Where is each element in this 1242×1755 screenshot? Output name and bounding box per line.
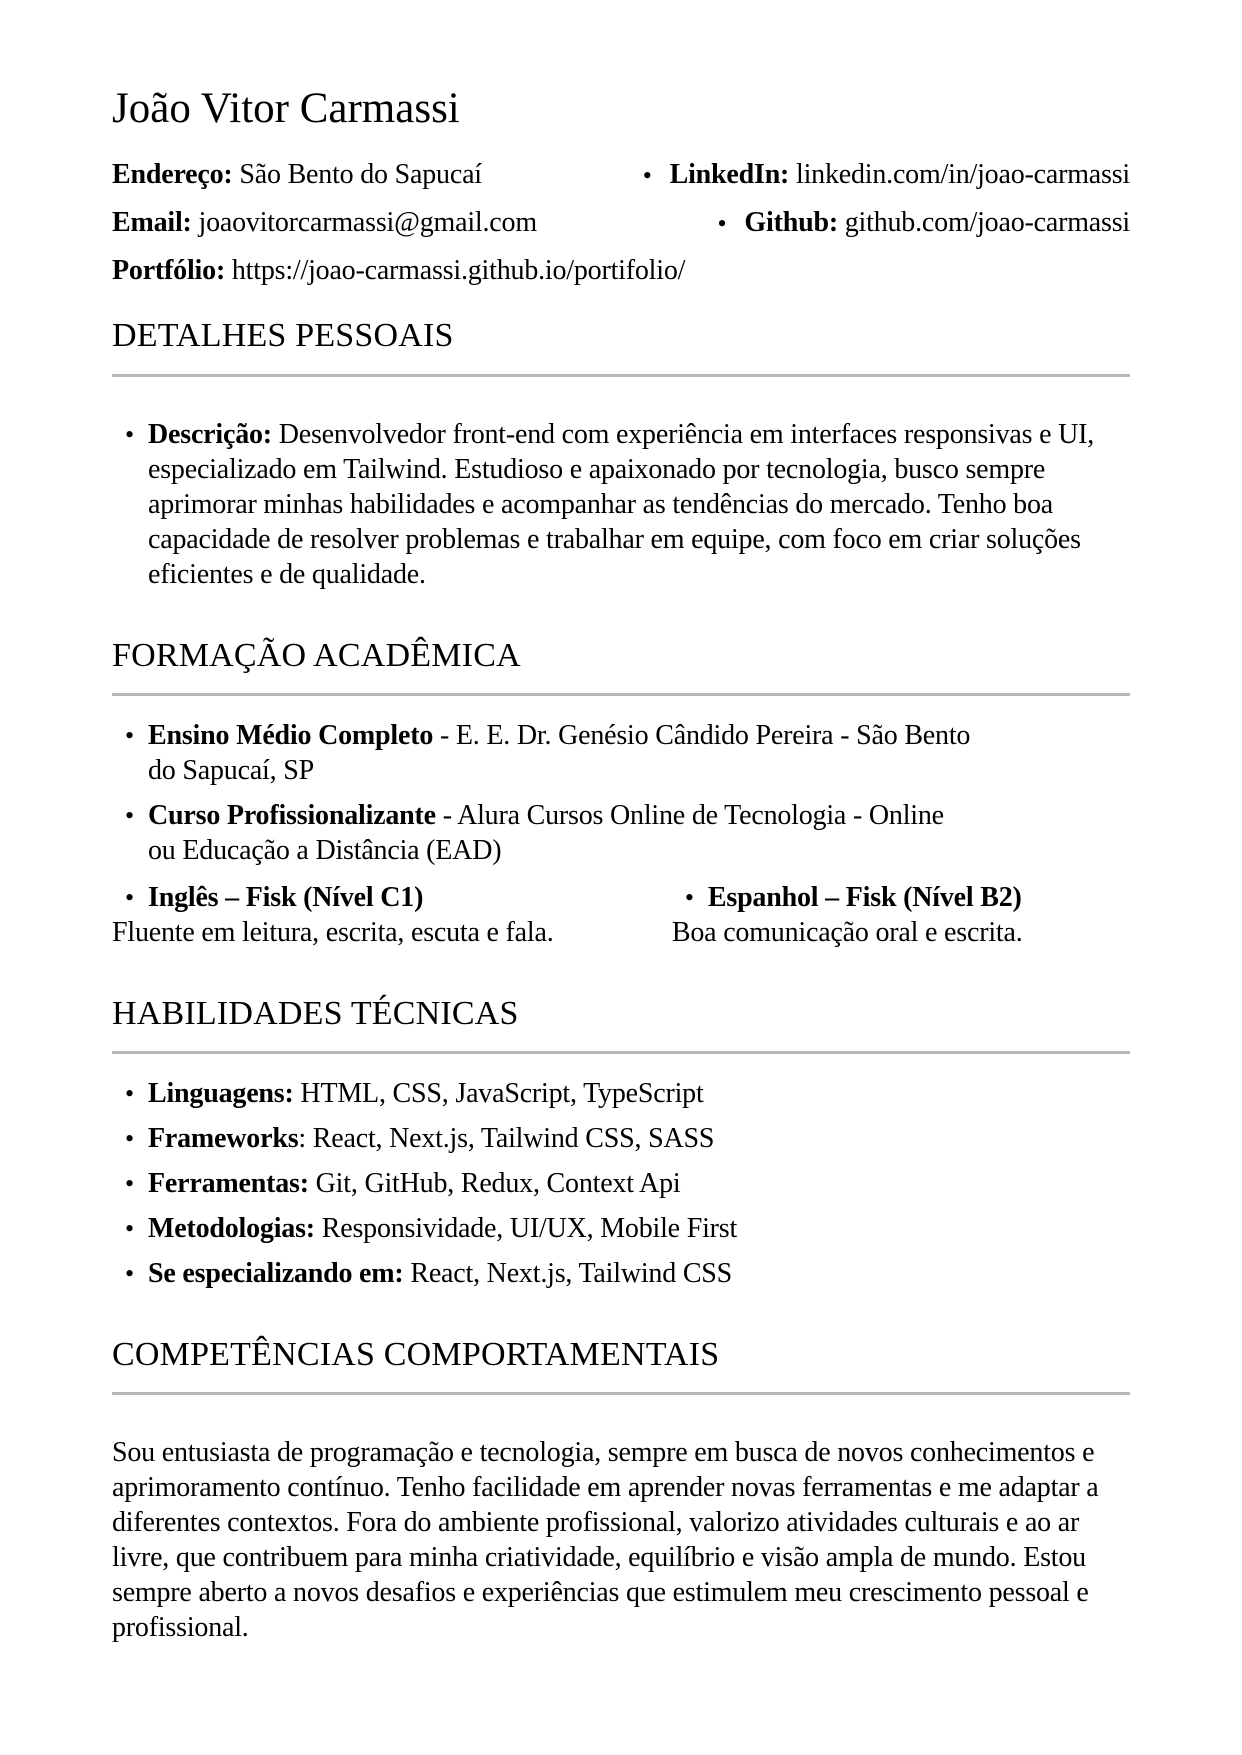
- education-list: [112, 718, 1130, 868]
- section-divider: [112, 374, 1130, 377]
- technical-skills-heading: HABILIDADES TÉCNICAS: [112, 994, 519, 1032]
- soft-skills-heading: COMPETÊNCIAS COMPORTAMENTAIS: [112, 1335, 720, 1373]
- list-item-ingles: [112, 880, 672, 915]
- contact-portfolio: [112, 253, 685, 288]
- personal-details-heading: DETALHES PESSOAIS: [112, 317, 454, 355]
- education-heading: FORMAÇÃO ACADÊMICA: [112, 636, 521, 674]
- frameworks-label: Frameworks: [148, 1122, 299, 1154]
- page-title: João Vitor Carmassi: [112, 85, 460, 132]
- linguagens-text: HTML, CSS, JavaScript, TypeScript: [293, 1077, 704, 1109]
- descricao-text: Desenvolvedor front-end com experiência em interfaces responsivas e UI, especializado em Tailwind. Estudioso e apaixonado por tecnologia, busco sempre aprimorar minhas habilidades e acompanhar as tendências do mercado. Tenho boa capacidade de resolver problemas e trabalhar em equipe, com foco em criar soluções eficientes e de qualidade.: [148, 418, 1095, 590]
- contact-linkedin-label: LinkedIn:: [669, 159, 790, 191]
- list-item-metodologias: [112, 1211, 1130, 1246]
- list-item-linguagens: [112, 1076, 1130, 1111]
- github-url[interactable]: github.com/joao-carmassi: [837, 207, 1130, 239]
- list-item-ensino-medio: [112, 718, 978, 788]
- contact-row-3: [112, 253, 1130, 288]
- contact-section: [112, 157, 1130, 288]
- language-english: [112, 880, 672, 950]
- curso-text: - Alura Cursos Online de Tecnologia - Online ou Educação a Distância (EAD): [148, 799, 944, 866]
- ferramentas-text: Git, GitHub, Redux, Context Api: [308, 1167, 681, 1199]
- frameworks-text: : React, Next.js, Tailwind CSS, SASS: [298, 1122, 715, 1154]
- language-spanish-list: [672, 880, 1130, 915]
- list-item-espanhol: [672, 880, 1130, 915]
- ingles-description: Fluente em leitura, escrita, escuta e fala.: [112, 916, 554, 948]
- contact-linkedin: [643, 157, 1130, 192]
- languages-row: [112, 880, 1130, 950]
- contact-github: [718, 205, 1130, 240]
- contact-endereco-label: Endereço:: [112, 159, 233, 191]
- list-item-curso-profissionalizante: [112, 798, 978, 868]
- especializando-text: React, Next.js, Tailwind CSS: [403, 1257, 733, 1289]
- portfolio-url[interactable]: https://joao-carmassi.github.io/portifolio/: [225, 255, 686, 287]
- list-item-especializando: [112, 1256, 1130, 1291]
- ferramentas-label: Ferramentas:: [148, 1167, 309, 1199]
- language-english-list: [112, 880, 672, 915]
- contact-endereco: [112, 157, 482, 192]
- ensino-medio-text: - E. E. Dr. Genésio Cândido Pereira - São Bento do Sapucaí, SP: [148, 719, 971, 786]
- especializando-label: Se especializando em:: [148, 1257, 404, 1289]
- technical-skills-list: [112, 1076, 1130, 1291]
- section-divider: [112, 693, 1130, 696]
- language-spanish: [672, 880, 1130, 950]
- section-soft-skills: [112, 1335, 1130, 1645]
- contact-portfolio-label: Portfólio:: [112, 255, 226, 287]
- list-item-descricao: [112, 417, 1130, 592]
- linguagens-label: Linguagens:: [148, 1077, 294, 1109]
- espanhol-title: Espanhol – Fisk (Nível B2): [707, 881, 1022, 913]
- ensino-medio-label: Ensino Médio Completo: [148, 719, 434, 751]
- personal-details-list: [112, 417, 1130, 592]
- metodologias-label: Metodologias:: [148, 1212, 315, 1244]
- metodologias-text: Responsividade, UI/UX, Mobile First: [314, 1212, 738, 1244]
- contact-email: [112, 205, 537, 240]
- espanhol-description: Boa comunicação oral e escrita.: [671, 916, 1023, 948]
- section-divider: [112, 1392, 1130, 1395]
- linkedin-url[interactable]: linkedin.com/in/joao-carmassi: [789, 159, 1130, 191]
- descricao-label: Descrição:: [148, 418, 272, 450]
- list-item-ferramentas: [112, 1166, 1130, 1201]
- contact-github-label: Github:: [744, 207, 838, 239]
- list-item-frameworks: [112, 1121, 1130, 1156]
- ingles-title: Inglês – Fisk (Nível C1): [148, 881, 424, 913]
- section-technical-skills: [112, 994, 1130, 1291]
- curso-label: Curso Profissionalizante: [148, 799, 436, 831]
- section-personal-details: [112, 316, 1130, 591]
- soft-skills-paragraph: Sou entusiasta de programação e tecnologia, sempre em busca de novos conhecimentos e aprimoramento contínuo. Tenho facilidade em aprender novas ferramentas e me adaptar a diferentes contextos. Fora do ambiente profissional, valorizo atividades culturais e ao ar livre, que contribuem para minha criatividade, equilíbrio e visão ampla de mundo. Estou sempre aberto a novos desafios e experiências que estimulem meu crescimento pessoal e profissional.: [112, 1436, 1099, 1643]
- contact-email-label: Email:: [112, 207, 192, 239]
- contact-row-2: [112, 205, 1130, 240]
- contact-endereco-value: São Bento do Sapucaí: [232, 159, 482, 191]
- section-divider: [112, 1051, 1130, 1054]
- email-value: joaovitorcarmassi@gmail.com: [191, 207, 537, 239]
- section-education: [112, 636, 1130, 950]
- contact-row-1: [112, 157, 1130, 192]
